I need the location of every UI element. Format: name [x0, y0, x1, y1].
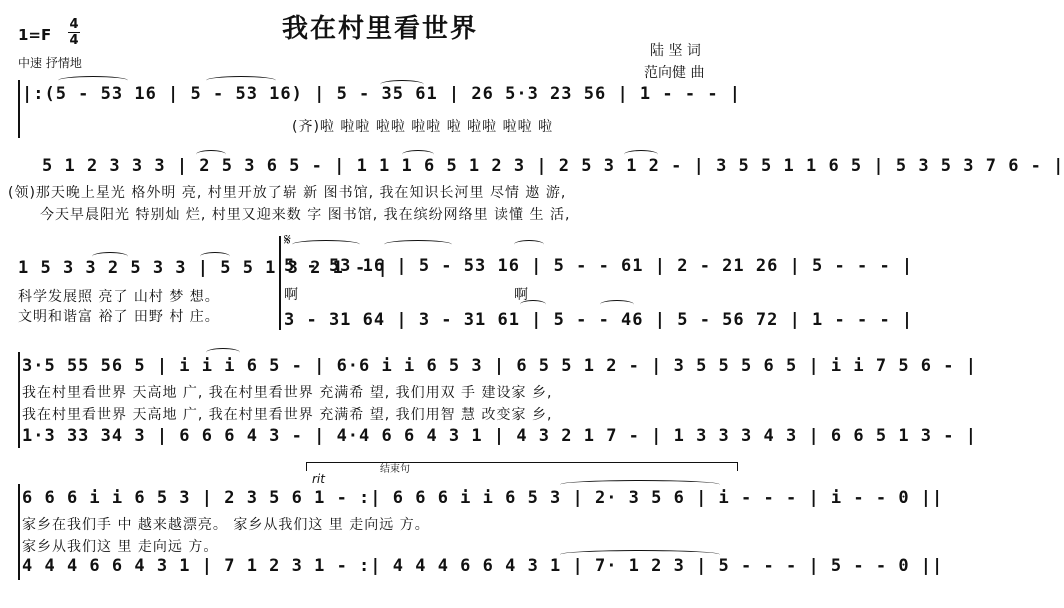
lyric-ah-2: 啊 [514, 287, 529, 303]
time-signature-top: 4 [69, 17, 79, 32]
lyricist-credit: 陆 坚 词 [650, 43, 701, 59]
notes-line-5-upper: 6 6 6 i i 6 5 3 | 2 3 5 6 1 - :| 6 6 6 i i 6 5 3 | 2· 3 5 6 | i - - - | i - - 0 || [22, 488, 944, 508]
lyrics-line-5-verse-2: 家乡从我们这 里 走向远 方。 [22, 539, 219, 555]
slur [206, 348, 240, 357]
slur [514, 240, 544, 249]
slur [206, 76, 276, 85]
lyrics-line-3-verse-1: 科学发展照 亮了 山村 梦 想。 [18, 289, 220, 305]
notes-line-5-lower: 4 4 4 6 6 4 3 1 | 7 1 2 3 1 - :| 4 4 4 6 6 4 3 1 | 7· 1 2 3 | 5 - - - | 5 - - 0 || [22, 556, 944, 576]
key-signature: 1=F [18, 26, 52, 44]
notes-line-3-lower: 3 - 31 64 | 3 - 31 61 | 5 - - 46 | 5 - 56 72 | 1 - - - | [284, 310, 914, 330]
slur [402, 150, 434, 159]
tie [560, 480, 720, 489]
slur [520, 300, 546, 309]
lyrics-line-4-verse-1: 我在村里看世界 天高地 广, 我在村里看世界 充满希 望, 我们用双 手 建设家 乡, [22, 385, 553, 401]
notes-line-2: 5 1 2 3 3 3 | 2 5 3 6 5 - | 1 1 1 6 5 1 2 3 | 2 5 3 1 2 - | 3 5 5 1 1 6 5 | 5 3 5 3 7 6 - | [42, 156, 1064, 176]
system-start-line-1 [18, 80, 20, 138]
notes-line-3-left: 1 5 3 3 2 5 3 3 | 5 5 1 3 2 1 - | [18, 258, 389, 278]
lyrics-line-3-verse-2: 文明和谐富 裕了 田野 村 庄。 [18, 309, 220, 325]
notes-line-4-upper: 3·5 55 56 5 | i i i 6 5 - | 6·6 i i 6 5 3 | 6 5 5 1 2 - | 3 5 5 5 6 5 | i i 7 5 6 - | [22, 356, 977, 376]
composer-credit: 范向健 曲 [644, 65, 705, 81]
notes-line-3-upper: 5 - 53 16 | 5 - 53 16 | 5 - - 61 | 2 - 21 26 | 5 - - - | [284, 256, 914, 276]
tie [560, 550, 720, 559]
slur [384, 240, 452, 249]
lyric-ah-1: 啊 [284, 287, 299, 303]
system-bracket-line-4 [18, 352, 20, 448]
time-signature-bottom: 4 [69, 33, 79, 48]
ritardando-marking: rit [312, 472, 325, 486]
lyrics-line-5-verse-1: 家乡在我们手 中 越来越漂亮。 家乡从我们这 里 走向远 方。 [22, 517, 430, 533]
lyrics-line-1: (齐)啦 啦啦 啦啦 啦啦 啦 啦啦 啦啦 啦 [292, 119, 554, 135]
notes-line-4-lower: 1·3 33 34 3 | 6 6 6 4 3 - | 4·4 6 6 4 3 1 | 4 3 2 1 7 - | 1 3 3 3 4 3 | 6 6 5 1 3 - | [22, 426, 977, 446]
song-title: 我在村里看世界 [281, 14, 478, 44]
slur [58, 76, 128, 85]
system-bracket-line-5 [18, 484, 20, 580]
slur [200, 252, 230, 261]
slur [600, 300, 634, 309]
slur [380, 80, 424, 89]
system-bracket-line-3 [279, 236, 281, 330]
ending-bracket [306, 462, 738, 471]
notes-line-1: |:(5 - 53 16 | 5 - 53 16) | 5 - 35 61 | 26 5·3 23 56 | 1 - - - | [22, 84, 742, 104]
slur [196, 150, 226, 159]
segno-sign: 𝄋 [284, 230, 291, 249]
tempo-marking: 中速 抒情地 [18, 56, 82, 70]
lyrics-line-4-verse-2: 我在村里看世界 天高地 广, 我在村里看世界 充满希 望, 我们用智 慧 改变家 乡, [22, 407, 553, 423]
slur [292, 240, 360, 249]
slur [92, 252, 128, 261]
lyrics-line-2-verse-1: (领)那天晚上星光 格外明 亮, 村里开放了崭 新 图书馆, 我在知识长河里 尽情 遨 游, [8, 185, 567, 201]
ending-label: 结束句 [380, 464, 410, 475]
time-signature [68, 18, 80, 47]
slur [624, 150, 658, 159]
lyrics-line-2-verse-2: 今天早晨阳光 特别灿 烂, 村里又迎来数 字 图书馆, 我在缤纷网络里 读懂 生 活, [40, 207, 571, 223]
